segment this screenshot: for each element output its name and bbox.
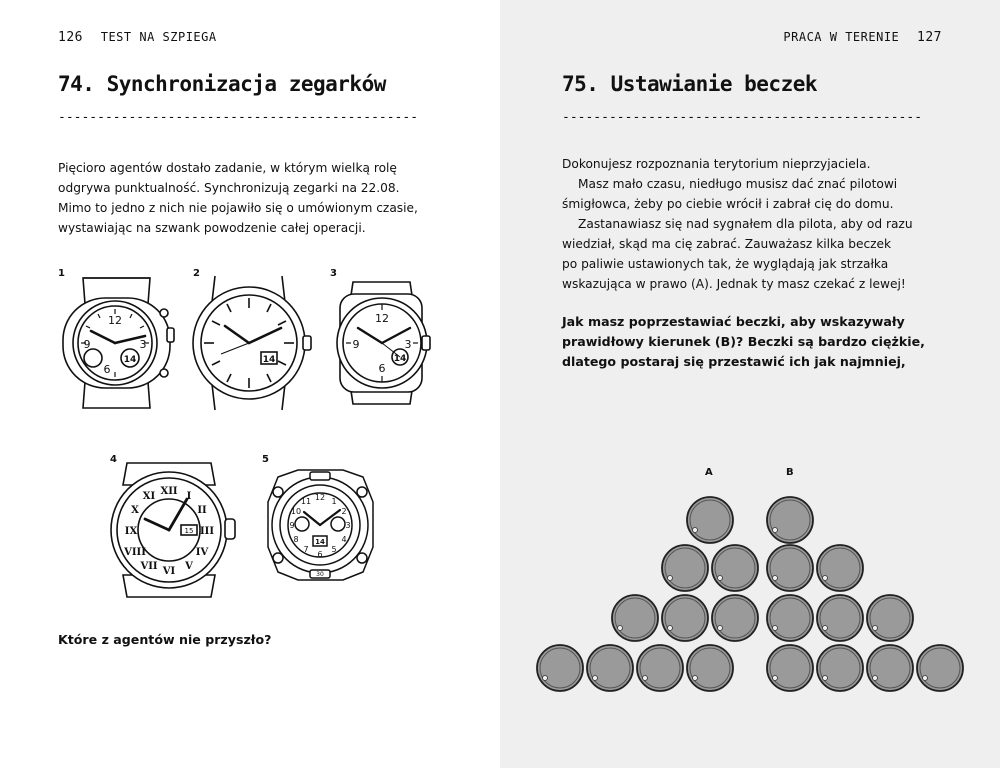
barrel-a (637, 645, 683, 691)
story-line: wskazująca w prawo (A). Jednak ty masz czekać z lewej! (562, 277, 906, 291)
question-line: prawidłowy kierunek (B)? Beczki są bardzo ciężkie, (562, 334, 925, 349)
svg-text:14: 14 (393, 354, 407, 364)
svg-text:12: 12 (375, 312, 389, 325)
svg-text:VIII: VIII (124, 547, 146, 558)
watch-5-icon (258, 462, 383, 587)
intro-line: Mimo to jedno z nich nie pojawiło się o umówionym czasie, (58, 201, 418, 215)
barrel-a (537, 645, 583, 691)
watch-label-3: 3 (330, 268, 337, 279)
arrow-label-b: B (786, 467, 794, 478)
svg-text:14: 14 (315, 538, 325, 546)
svg-text:IV: IV (195, 547, 209, 558)
svg-text:14: 14 (123, 355, 137, 365)
story-line: Masz mało czasu, niedługo musisz dać znać pilotowi (578, 177, 898, 191)
svg-text:15: 15 (184, 527, 194, 535)
title-rule-right: ---------------------------------------------- (562, 110, 923, 125)
svg-text:5: 5 (331, 545, 337, 554)
svg-text:9: 9 (352, 338, 360, 351)
left-header (58, 30, 217, 45)
svg-text:3: 3 (345, 521, 351, 530)
svg-text:V: V (185, 561, 193, 572)
barrel-b (767, 645, 813, 691)
svg-text:VI: VI (162, 566, 176, 577)
svg-text:II: II (197, 505, 207, 516)
barrel-b (867, 595, 913, 641)
page-number-left: 126 (58, 30, 83, 45)
barrel-b (767, 497, 813, 543)
barrel-b (767, 545, 813, 591)
svg-text:2: 2 (341, 507, 347, 516)
svg-text:IX: IX (124, 526, 138, 537)
svg-text:6: 6 (103, 363, 111, 376)
story-line: wiedział, skąd ma cię zabrać. Zauważasz kilka beczek (562, 237, 892, 251)
svg-text:6: 6 (317, 550, 323, 559)
puzzle-74-title: 74. Synchronizacja zegarków (58, 72, 386, 96)
svg-text:4: 4 (341, 535, 347, 544)
barrel-arrangement (500, 0, 1000, 768)
barrel-a (662, 595, 708, 641)
watch-4-icon (105, 455, 240, 605)
barrel-b (817, 645, 863, 691)
svg-text:8: 8 (293, 535, 299, 544)
svg-text:VII: VII (140, 561, 158, 572)
barrel-a (662, 545, 708, 591)
barrel-a (587, 645, 633, 691)
watch-label-2: 2 (193, 268, 200, 279)
svg-text:10: 10 (290, 507, 302, 516)
svg-text:30: 30 (316, 571, 324, 578)
barrel-a (612, 595, 658, 641)
svg-text:XII: XII (160, 486, 178, 497)
svg-text:III: III (199, 526, 215, 537)
watch-label-5: 5 (262, 454, 269, 465)
question-line: dlatego postaraj się przestawić ich jak najmniej, (562, 354, 906, 369)
svg-text:12: 12 (314, 493, 326, 502)
barrel-b (867, 645, 913, 691)
story-line: śmigłowca, żeby po ciebie wrócił i zabrał cię do domu. (562, 197, 894, 211)
puzzle-75-title: 75. Ustawianie beczek (562, 72, 818, 96)
barrel-a (712, 545, 758, 591)
svg-text:3: 3 (404, 338, 412, 351)
right-page (500, 0, 1000, 768)
barrel-a (687, 645, 733, 691)
running-head-left: TEST NA SZPIEGA (100, 30, 217, 44)
story-line: po paliwie ustawionych tak, że wyglądają jak strzałka (562, 257, 889, 271)
barrel-b (767, 595, 813, 641)
svg-text:9: 9 (83, 338, 91, 351)
svg-text:11: 11 (300, 497, 312, 506)
intro-line: wystawiając na szwank powodzenie całej operacji. (58, 221, 366, 235)
svg-text:1: 1 (331, 497, 337, 506)
watch-3-icon (328, 268, 443, 418)
watch-label-1: 1 (58, 268, 65, 279)
page-number-right: 127 (917, 30, 942, 45)
intro-paragraph (58, 158, 458, 238)
svg-text:14: 14 (262, 355, 276, 365)
arrow-label-a: A (705, 467, 713, 478)
svg-text:X: X (131, 505, 139, 516)
watch-2-icon (185, 268, 315, 418)
barrel-b (817, 545, 863, 591)
svg-text:XI: XI (142, 491, 156, 502)
title-rule-left: ---------------------------------------------- (58, 110, 419, 125)
barrel-b (817, 595, 863, 641)
barrel-a (712, 595, 758, 641)
svg-text:7: 7 (303, 545, 309, 554)
story-line: Dokonujesz rozpoznania terytorium nieprzyjaciela. (562, 157, 871, 171)
watch-label-4: 4 (110, 454, 117, 465)
running-head-right: PRACA W TERENIE (783, 30, 900, 44)
svg-text:6: 6 (378, 362, 386, 375)
watch-1-icon (55, 268, 180, 418)
intro-line: Pięcioro agentów dostało zadanie, w którym wielką rolę (58, 161, 397, 175)
svg-text:3: 3 (139, 338, 147, 351)
story-line: Zastanawiasz się nad sygnałem dla pilota, aby od razu (578, 217, 913, 231)
svg-text:9: 9 (289, 521, 295, 530)
question-line: Jak masz poprzestawiać beczki, aby wskazywały (562, 314, 905, 329)
barrel-b (917, 645, 963, 691)
svg-text:I: I (186, 491, 192, 502)
barrel-a (687, 497, 733, 543)
question-74: Które z agentów nie przyszło? (58, 632, 272, 647)
svg-text:12: 12 (108, 314, 122, 327)
intro-line: odgrywa punktualność. Synchronizują zegarki na 22.08. (58, 181, 400, 195)
